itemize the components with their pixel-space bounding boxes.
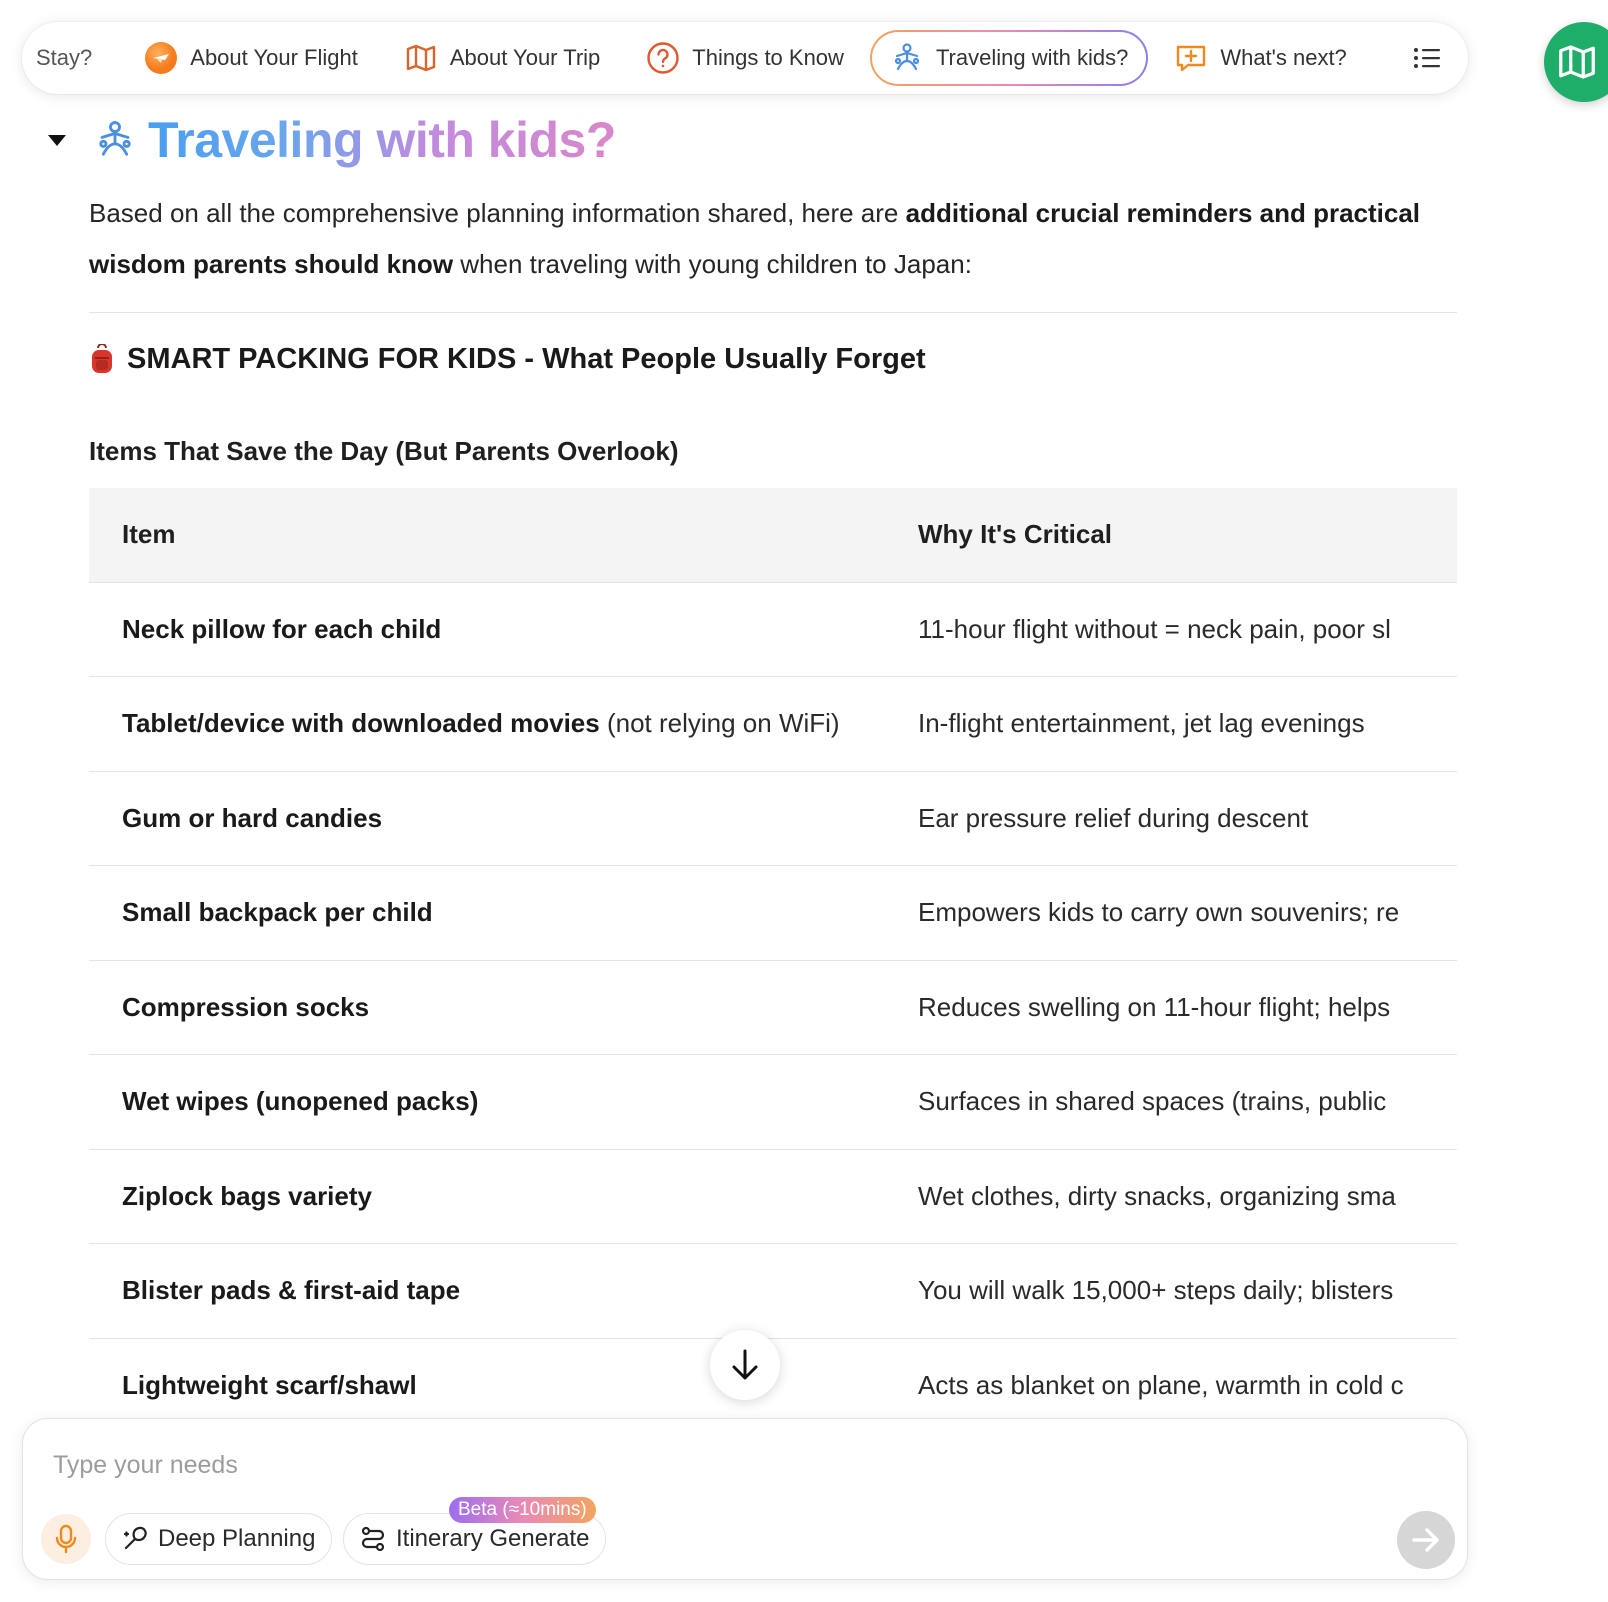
table-row [89,960,1457,1055]
item-cell [89,960,918,1055]
beta-badge: Beta (≈10mins) [449,1497,596,1523]
why-cell: You will walk 15,000+ steps daily; blisters [918,1244,1457,1339]
why-cell: Empowers kids to carry own souvenirs; re [918,866,1457,961]
intro-text: Based on all the comprehensive planning information shared, here are [89,198,906,228]
table-row [89,771,1457,866]
nav-tab-about-your-trip[interactable] [384,30,620,86]
table-body [89,582,1457,1418]
item-name: Lightweight scarf/shawl [122,1369,417,1400]
arrow-right-icon [1411,1527,1441,1553]
top-nav [22,22,1468,94]
nav-tab-whats-next[interactable] [1154,30,1366,86]
intro-paragraph [89,188,1449,290]
section-header [44,108,616,172]
nav-tab-traveling-with-kids[interactable] [870,30,1148,86]
deep-planning-button[interactable] [105,1513,332,1565]
nav-tab-label: Things to Know [692,45,844,70]
why-cell: Reduces swelling on 11-hour flight; helps [918,960,1457,1055]
map-icon [1557,42,1597,82]
plane-icon [144,41,178,75]
question-icon [646,41,680,75]
item-cell [89,866,918,961]
nav-tab-label: About Your Flight [190,45,358,70]
item-name: Wet wipes (unopened packs) [122,1086,479,1117]
nav-tab-stay[interactable] [22,30,112,86]
why-cell: Wet clothes, dirty snacks, organizing sma [918,1149,1457,1244]
item-cell [89,1149,918,1244]
intro-bold-text: additional crucial reminders and practical wisdom parents should know [89,198,1421,279]
item-note: (not relying on WiFi) [599,708,840,739]
item-cell [89,771,918,866]
chat-plus-icon [1174,41,1208,75]
composer [22,1418,1468,1580]
kids-icon [92,117,138,163]
table-row [89,1244,1457,1339]
deep-planning-icon [120,1524,150,1554]
packing-heading-text: SMART PACKING FOR KIDS - What People Usually Forget [127,342,926,375]
arrow-down-icon [730,1348,760,1382]
nav-tab-about-your-flight[interactable] [124,30,378,86]
item-name: Neck pillow for each child [122,613,442,644]
microphone-button[interactable] [41,1514,91,1564]
table-row [89,1055,1457,1150]
kids-icon [890,41,924,75]
intro-text-end: when traveling with young children to Japan: [453,249,972,279]
why-cell: Ear pressure relief during descent [918,771,1457,866]
send-button[interactable] [1397,1511,1455,1569]
collapse-triangle-icon[interactable] [44,127,70,153]
packing-heading [89,342,926,376]
microphone-icon [54,1524,78,1554]
item-name: Gum or hard candies [122,802,383,833]
item-cell [89,1338,918,1418]
item-cell [89,1055,918,1150]
table-row [89,677,1457,772]
nav-tab-label: Traveling with kids? [935,45,1129,70]
item-name: Small backpack per child [122,897,433,928]
item-name: Blister pads & first-aid tape [122,1275,461,1306]
item-name: Tablet/device with downloaded movies [122,708,600,739]
table-header-row [89,488,1457,582]
itinerary-generate-label: Itinerary Generate [396,1525,590,1552]
why-cell: 11-hour flight without = neck pain, poor sl [918,582,1457,677]
table-row [89,1149,1457,1244]
backpack-icon [89,342,117,376]
item-cell [89,1244,918,1339]
needs-input[interactable] [53,1445,1413,1485]
table-row [89,866,1457,961]
map-icon [404,41,438,75]
divider [89,312,1457,313]
why-cell: In-flight entertainment, jet lag evenings [918,677,1457,772]
table-row [89,582,1457,677]
item-name: Compression socks [122,991,370,1022]
items-table-container[interactable] [89,488,1457,1418]
map-toggle-button[interactable] [1544,22,1608,102]
column-header-why: Why It's Critical [918,488,1457,582]
items-subheading: Items That Save the Day (But Parents Overlook) [89,436,679,466]
nav-tab-label: Stay? [36,45,93,70]
why-cell: Surfaces in shared spaces (trains, public [918,1055,1457,1150]
column-header-item: Item [89,488,918,582]
nav-tab-label: About Your Trip [449,45,601,70]
list-icon[interactable] [1410,41,1444,75]
why-cell: Acts as blanket on plane, warmth in cold c [918,1338,1457,1418]
item-cell [89,677,918,772]
item-name: Ziplock bags variety [122,1180,372,1211]
section-title: Traveling with kids? [148,112,616,168]
nav-tab-label: What's next? [1220,45,1347,70]
nav-tab-things-to-know[interactable] [626,30,864,86]
deep-planning-label: Deep Planning [158,1525,316,1552]
scroll-to-bottom-button[interactable] [710,1330,780,1400]
route-icon [358,1524,388,1554]
item-cell [89,582,918,677]
items-table [89,488,1457,1418]
